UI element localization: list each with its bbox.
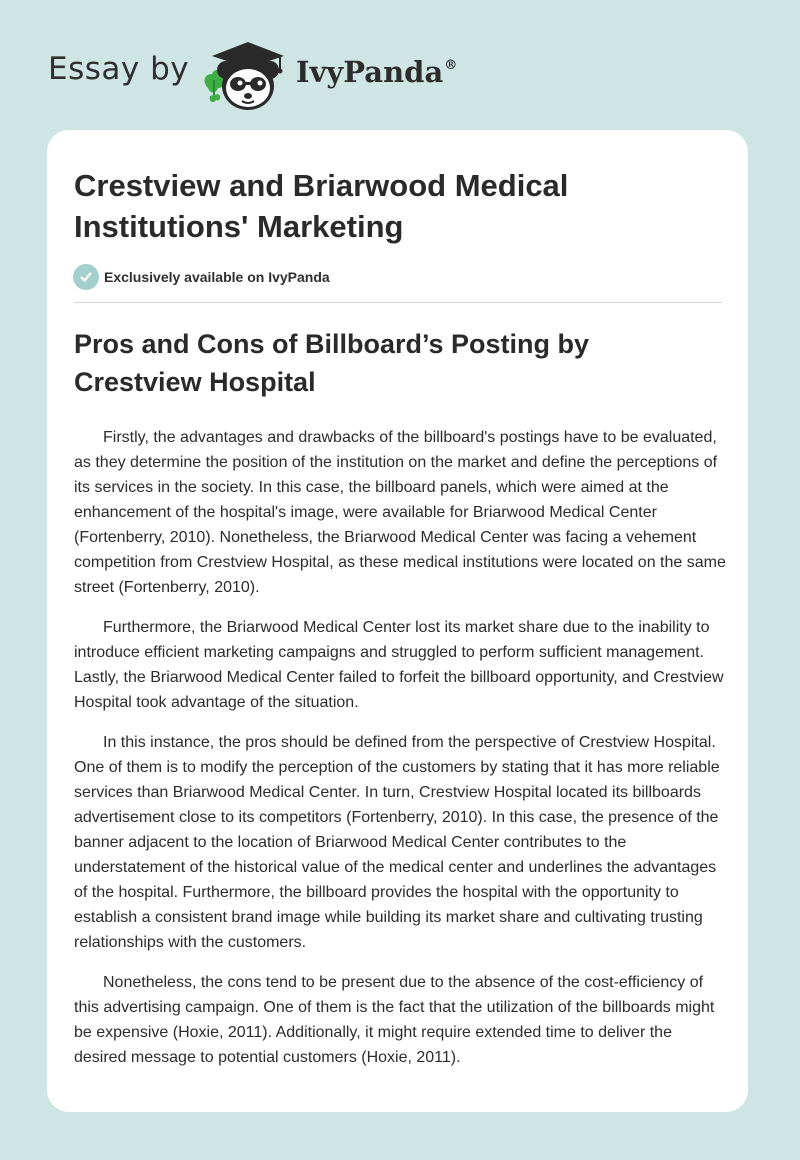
- brand-name[interactable]: [296, 52, 457, 92]
- check-icon: [73, 264, 99, 290]
- site-header: [0, 0, 800, 120]
- paragraph: Nonetheless, the cons tend to be present due to the absence of the cost-efficiency of this advertising campaign. One of them is the fact that the utilization of the billboards might be expensive (Hoxie, 2011). Additionally, it might require extended time to deliver the desired message to potential customers (Hoxie, 2011).: [74, 974, 715, 1066]
- registered-mark: ®: [444, 58, 458, 73]
- paragraph: Furthermore, the Briarwood Medical Center lost its market share due to the inability to introduce efficient marketing campaigns and struggled to perform sufficient management. Lastly, the Briarwood Medical Center failed to forfeit the billboard opportunity, and Crestview Hospital took advantage of the situation.: [74, 619, 724, 711]
- brand-name-text: IvyPanda: [296, 55, 444, 89]
- paragraph: Firstly, the advantages and drawbacks of the billboard's postings have to be evaluated, as they determine the position of the institution on the market and define the perceptions of its services in the society. In this case, the billboard panels, which were aimed at the enhancement of the hospital's image, were available for Briarwood Medical Center (Fortenberry, 2010). Nonetheless, the Briarwood Medical Center was facing a vehement competition from Crestview Hospital, as these medical institutions were located on the same street (Fortenberry, 2010).: [74, 429, 726, 596]
- exclusive-badge: [73, 263, 330, 291]
- exclusive-label: Exclusively available on IvyPanda: [104, 269, 330, 285]
- section-heading: Pros and Cons of Billboard’s Posting by Crestview Hospital: [74, 329, 590, 397]
- essay-card: [47, 130, 748, 1112]
- essay-title: Crestview and Briarwood Medical Institutions' Marketing: [74, 168, 569, 244]
- essay-body: [74, 425, 726, 1085]
- panda-graduate-logo-icon[interactable]: [200, 36, 292, 112]
- paragraph: In this instance, the pros should be defined from the perspective of Crestview Hospital. One of them is to modify the perception of the customers by stating that it has more reliable services than Briarwood Medical Center. In turn, Crestview Hospital located its billboards advertisement close to its competitors (Fortenberry, 2010). In this case, the presence of the banner adjacent to the location of Briarwood Medical Center contributes to the understatement of the historical value of the medical center and underlines the advantages of the hospital. Furthermore, the billboard provides the hospital with the opportunity to establish a consistent brand image while building its market share and cultivating trusting relationships with the customers.: [74, 734, 720, 951]
- essay-by-label: Essay by: [48, 51, 190, 87]
- divider: [74, 302, 722, 303]
